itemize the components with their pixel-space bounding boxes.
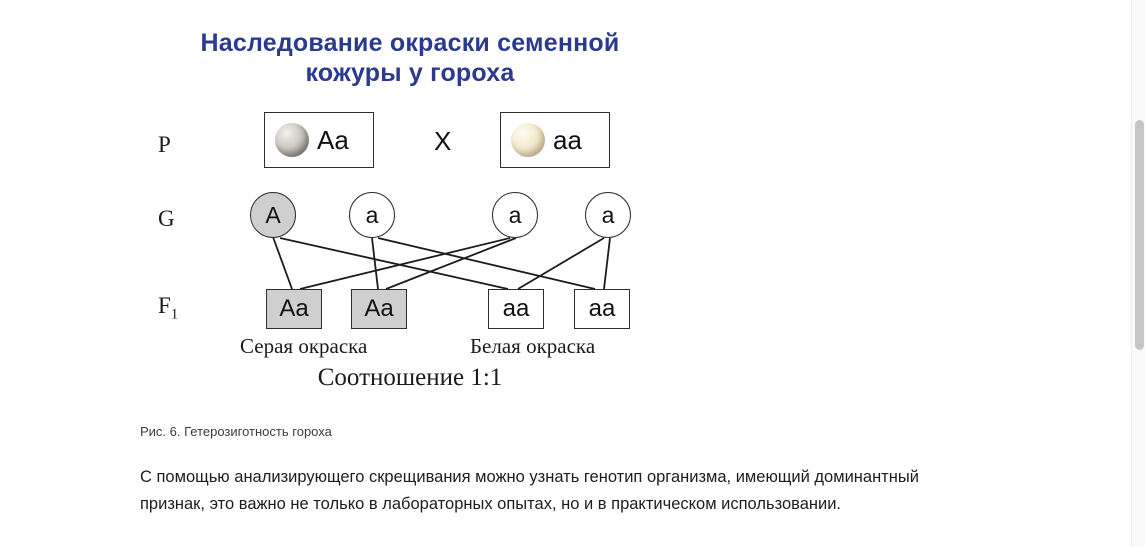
gamete-2: a — [349, 192, 395, 238]
row-label-gametes: G — [158, 206, 175, 231]
white-seed-icon — [511, 123, 545, 157]
scrollbar-thumb[interactable] — [1135, 120, 1144, 350]
parent-box-2 — [500, 112, 610, 168]
ratio-label: Соотношение 1:1 — [317, 364, 503, 391]
f1-box-4: aa — [574, 289, 630, 329]
body-paragraph: С помощью анализирующего скрещивания можно узнать генотип организма, имеющий доминантный признак, это важно не только в лабораторных опытах, но и в практическом использовании. — [140, 468, 919, 513]
parent-genotype-1: Aa — [317, 124, 349, 155]
parent-box-1 — [264, 112, 374, 168]
figure-caption: Рис. 6. Гетерозиготность гороха — [140, 424, 332, 439]
diagram-title-line1: Наследование окраски семенной — [200, 29, 620, 57]
gamete-4: a — [585, 192, 631, 238]
cross-sign: X — [434, 126, 452, 156]
phenotype-label-grey: Серая окраска — [240, 334, 368, 358]
f1-box-2: Aa — [351, 289, 407, 329]
grey-seed-icon — [275, 123, 309, 157]
phenotype-label-white: Белая окраска — [470, 334, 596, 358]
vertical-scrollbar[interactable] — [1131, 0, 1145, 547]
row-label-parents: P — [158, 132, 171, 157]
f1-box-3: aa — [488, 289, 544, 329]
diagram-title-line2: кожуры у гороха — [305, 59, 515, 87]
f1-box-1: Aa — [266, 289, 322, 329]
gamete-1: A — [250, 192, 296, 238]
row-label-f1: $F_1$ — [158, 293, 179, 323]
inheritance-diagram — [140, 8, 680, 400]
parent-genotype-2: aa — [553, 124, 582, 155]
gamete-3: a — [492, 192, 538, 238]
